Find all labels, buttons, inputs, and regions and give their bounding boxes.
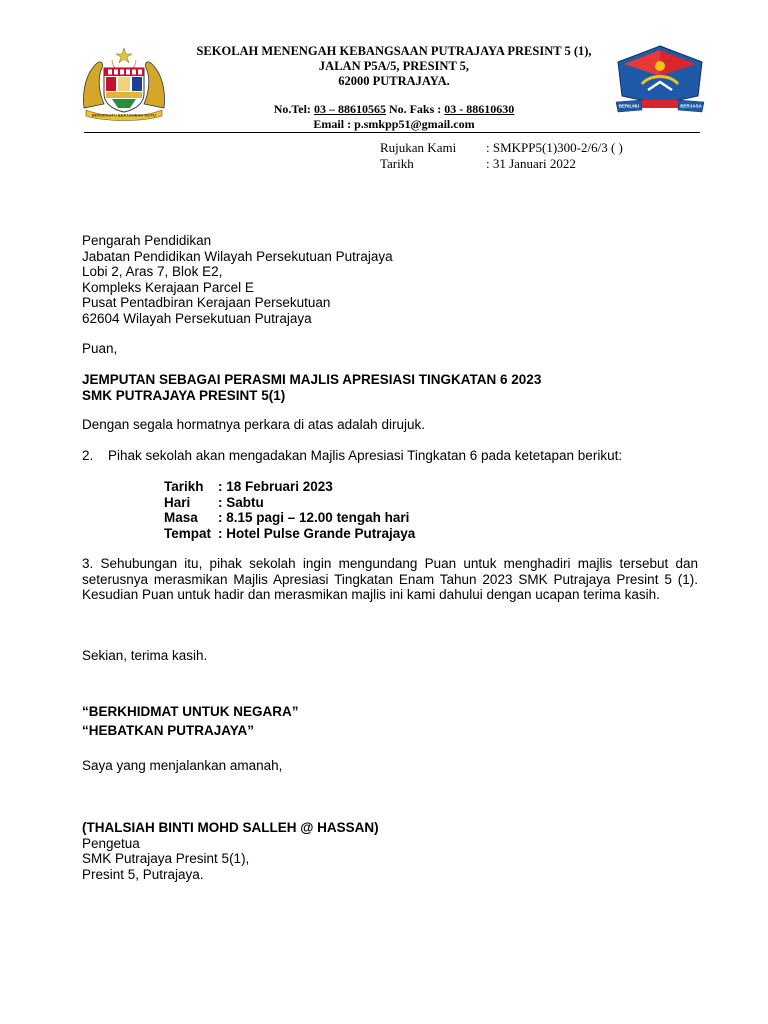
detail-venue	[164, 526, 415, 542]
letter-subject	[82, 372, 541, 403]
reference-row	[380, 140, 623, 156]
logo-left-word: BERILMU	[618, 103, 640, 109]
tel-label: No.Tel:	[273, 102, 311, 116]
recipient-line: Pusat Pentadbiran Kerajaan Persekutuan	[82, 295, 331, 310]
signer-title: Pengetua	[82, 835, 140, 851]
salutation: Puan,	[82, 341, 118, 356]
recipient-line: Kompleks Kerajaan Parcel E	[82, 279, 254, 295]
closing-line: Sekian, terima kasih.	[82, 648, 208, 663]
signer-school: SMK Putrajaya Presint 5(1),	[82, 851, 250, 866]
paragraph-2	[82, 448, 622, 464]
detail-day	[164, 495, 415, 511]
signer-location: Presint 5, Putrajaya.	[82, 866, 204, 882]
crest-motto-text: BERSEKUTU BERTAMBAH MUTU	[91, 112, 157, 118]
school-logo	[612, 44, 708, 116]
reference-value: : SMKPP5(1)300-2/6/3 ( )	[486, 140, 623, 155]
motto-line2: “HEBATKAN PUTRAJAYA”	[82, 723, 255, 738]
recipient-line: Pengarah Pendidikan	[82, 233, 212, 248]
letterhead-email	[170, 117, 618, 132]
recipient-line: 62604 Wilayah Persekutuan Putrajaya	[82, 310, 312, 326]
detail-time	[164, 510, 415, 526]
logo-right-word: BERJASA	[680, 103, 702, 109]
paragraph-3: 3. Sehubungan itu, pihak sekolah ingin mengundang Puan untuk menghadiri majlis tersebut dan seterusnya merasmikan Majlis Apresiasi Tingkatan Enam Tahun 2023 SMK Putrajaya Presint 5 (1). Kesudian Puan untuk hadir dan merasmikan majlis ini kami dahului dengan ucapan terima kasih.	[82, 556, 698, 602]
coat-of-arms-logo	[78, 46, 170, 122]
fax-label: No. Faks :	[388, 102, 442, 116]
header-divider	[84, 132, 700, 133]
recipient-line: Lobi 2, Aras 7, Blok E2,	[82, 264, 223, 279]
detail-label: Tarikh	[164, 479, 204, 494]
email-label: Email :	[313, 117, 352, 131]
paragraph-2-number: 2.	[82, 448, 94, 463]
signature-block	[82, 820, 379, 882]
subject-line1: JEMPUTAN SEBAGAI PERASMI MAJLIS APRESIASI TINGKATAN 6 2023	[82, 372, 542, 387]
detail-value: : 18 Februari 2023	[218, 479, 333, 494]
letterhead-school-name: SEKOLAH MENENGAH KEBANGSAAN PUTRAJAYA PRESINT 5 (1),	[196, 44, 592, 58]
motto	[82, 702, 299, 740]
detail-label: Hari	[164, 494, 191, 510]
recipient-address	[82, 233, 393, 326]
subject-line2: SMK PUTRAJAYA PRESINT 5(1)	[82, 387, 286, 403]
amanah-line: Saya yang menjalankan amanah,	[82, 758, 283, 773]
email-value: p.smkpp51@gmail.com	[354, 117, 475, 131]
date-label: Tarikh	[380, 156, 414, 171]
detail-value: : 8.15 pagi – 12.00 tengah hari	[218, 510, 410, 525]
tel-value: 03 – 88610565	[313, 102, 386, 116]
event-details	[164, 479, 415, 541]
reference-label: Rujukan Kami	[380, 140, 457, 155]
fax-value: 03 - 88610630	[444, 102, 515, 116]
detail-value: : Hotel Pulse Grande Putrajaya	[218, 525, 416, 541]
motto-line1: “BERKHIDMAT UNTUK NEGARA”	[82, 704, 299, 719]
letterhead-address-line1: JALAN P5A/5, PRESINT 5,	[318, 59, 470, 73]
detail-label: Tempat	[164, 525, 212, 541]
detail-label: Masa	[164, 510, 198, 525]
date-row	[380, 156, 576, 172]
recipient-line: Jabatan Pendidikan Wilayah Persekutuan Putrajaya	[82, 248, 393, 264]
paragraph-2-text: Pihak sekolah akan mengadakan Majlis Apresiasi Tingkatan 6 pada ketetapan berikut:	[108, 448, 623, 463]
paragraph-1: Dengan segala hormatnya perkara di atas adalah dirujuk.	[82, 417, 425, 432]
date-value: : 31 Januari 2022	[486, 156, 576, 171]
detail-date	[164, 479, 415, 495]
detail-value: : Sabtu	[218, 494, 264, 510]
letterhead-address-line2: 62000 PUTRAJAYA.	[338, 74, 450, 88]
signer-name: (THALSIAH BINTI MOHD SALLEH @ HASSAN)	[82, 820, 379, 835]
letterhead-contact	[170, 102, 618, 117]
